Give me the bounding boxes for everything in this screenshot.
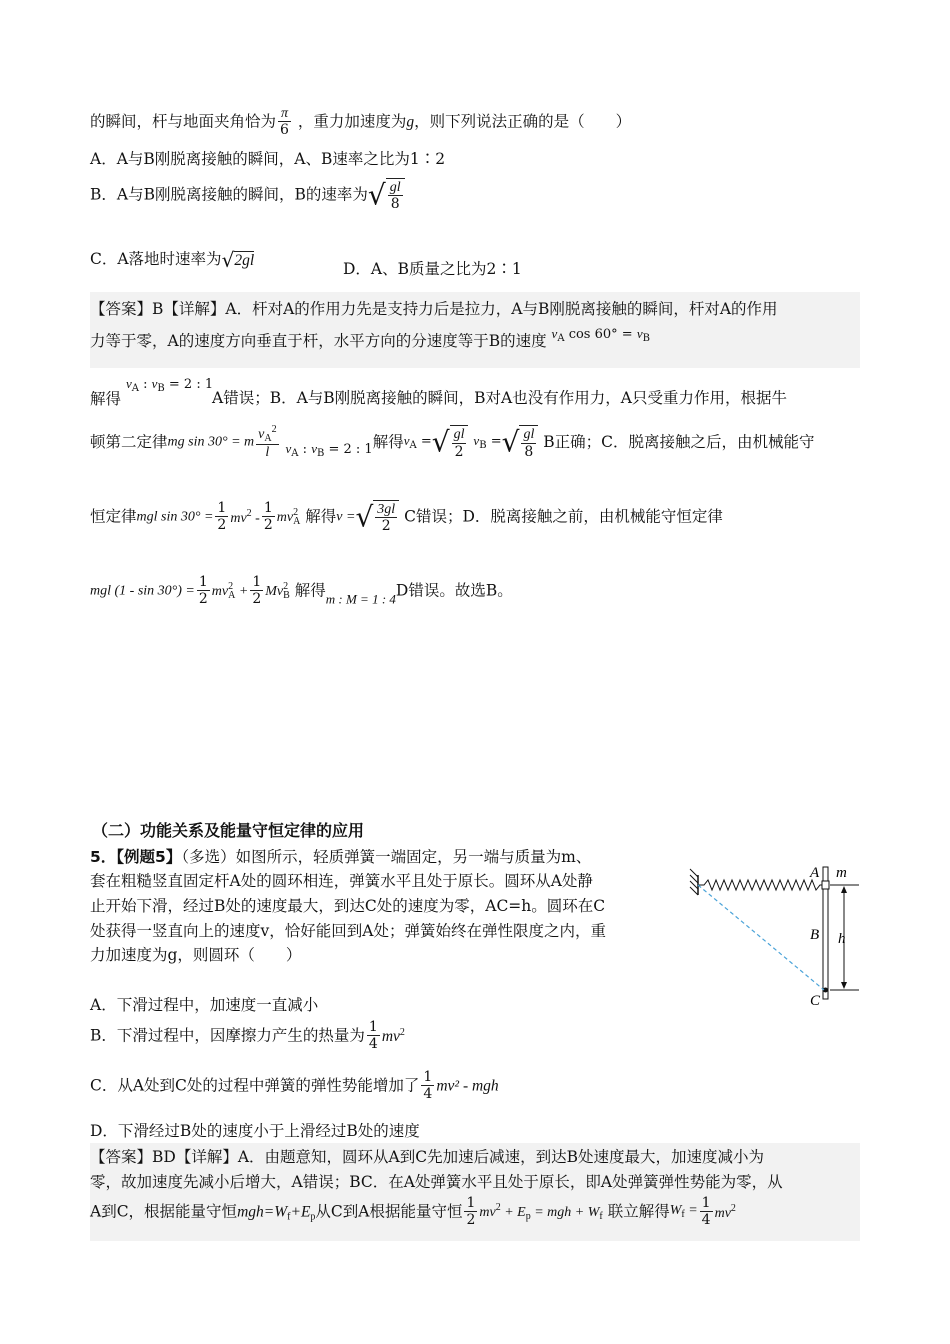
label-a: A <box>810 865 820 881</box>
q5-line-1: 5．【例题5】（多选）如图所示，轻质弹簧一端固定，另一端与质量为m、 <box>90 848 592 866</box>
label-c: C <box>810 993 821 1009</box>
q5-line-4: 处获得一竖直向上的速度v，恰好能回到A处；弹簧始终在弹性限度之内，重 <box>90 922 606 940</box>
ring-at-a <box>822 881 829 889</box>
q4-option-c: C．A落地时速率为√2gl <box>90 248 255 272</box>
q4-option-a: A．A与B刚脱离接触的瞬间，A、B速率之比为1∶2 <box>90 150 446 168</box>
q4-stem-text: 的瞬间，杆与地面夹角恰为 <box>90 112 277 131</box>
label-h: h <box>838 931 846 947</box>
q5-option-d: D．下滑经过B处的速度小于上滑经过B处的速度 <box>90 1122 420 1140</box>
answer-5-line-1: 【答案】BD【详解】A．由题意知，圆环从A到C先加速后减速，到达B处速度最大，加速度减小为 <box>90 1148 764 1166</box>
answer-4-line-5: 恒定律mgl sin 30° = $\frac{1}{2}$ $mv^2$ - $\frac{1}{2}$ $mv^2_A$ 解得v =√ $\frac{3gl}{2}$ C错误；D．脱离接触之前，由机械能守恒定律 <box>90 500 723 535</box>
q5-option-a: A．下滑过程中，加速度一直减小 <box>90 996 319 1014</box>
q5-option-c: C．从A处到C处的过程中弹簧的弹性势能增加了 $\frac{1}{4}$ mv² - mgh <box>90 1069 499 1103</box>
answer-4-line-2-math: vA cos 60° = vB <box>551 326 650 344</box>
q5-line-3: 止开始下滑，经过B处的速度最大，到达C处的速度为零，AC=h。圆环在C <box>90 897 606 915</box>
answer-4-line-3-text: A错误；B．A与B刚脱离接触的瞬间，B对A也没有作用力，A只受重力作用，根据牛 <box>212 389 787 407</box>
answer-5-line-2: 零，故加速度先减小后增大，A错误；BC．在A处弹簧水平且处于原长，即A处弹簧弹性势能为零，从 <box>90 1173 783 1191</box>
label-m: m <box>836 865 847 881</box>
answer-4-line-2: 力等于零，A的速度方向垂直于杆，水平方向的分速度等于B的速度 $^{v_A cos 60^\circ = v_B}$ <box>90 326 650 350</box>
answer-4-line-6: mgl (1 - sin 30°) = $\frac{1}{2}$ $mv^2_A$ + $\frac{1}{2}$ $Mv^2_B$ 解得$_{m : M = 1 : 4}$D错误。故选B。 <box>90 574 513 608</box>
q4-stem: 的瞬间，杆与地面夹角恰为 $\frac{\pi}{6}$ ，重力加速度为g，则下列说法正确的是（ ） <box>90 106 632 139</box>
dashed-spring-line <box>698 885 824 990</box>
q4-option-b: B．A与B刚脱离接触的瞬间，B的速率为√ $\frac{gl}{8}$ <box>90 178 405 212</box>
answer-4-ratio: $v_A$ : $v_B = 2$ : 1 <box>125 376 214 394</box>
q5-line-2: 套在粗糙竖直固定杆A处的圆环相连，弹簧水平且处于原长。圆环从A处静 <box>90 872 593 890</box>
label-b: B <box>810 927 820 943</box>
answer-5-line-3: A到C，根据能量守恒$mgh=W_f+E_p$从C到A根据能量守恒 $\frac{1}{2}$ $mv^2 + E_p$ = mgh + $W_f$ 联立解得$W_f$ = $\frac{1}{4}$ $mv^2$ <box>90 1195 736 1229</box>
q5-line-5: 力加速度为g，则圆环（ ） <box>90 946 302 964</box>
section-heading: （二）功能关系及能量守恒定律的应用 <box>92 821 365 840</box>
q4-option-b-math: √ $\frac{gl}{8}$ <box>368 178 405 212</box>
answer-4-line-3: 解得 $v_A$ : $v_B = 2$ : 1 <box>90 376 214 408</box>
answer-4-line-1: 【答案】B【详解】A．杆对A的作用力先是支持力后是拉力，A与B刚脱离接触的瞬间，杆对A的作用 <box>90 300 778 318</box>
spring-ring-diagram <box>684 855 864 1015</box>
q5-option-b: B．下滑过程中，因摩擦力产生的热量为 $\frac{1}{4}$ $mv^2$ <box>90 1019 405 1053</box>
q4-angle-fraction: $\frac{\pi}{6}$ <box>280 106 289 139</box>
q4-option-d: D．A、B质量之比为2∶1 <box>343 260 522 278</box>
answer-4-line-4: 顿第二定律mg sin 30° = m $\frac{v_A^2}{l}$ $_{v_A : v_B = 2 : 1}$解得$v_A$ =√ $\frac{gl}{2}$ $v_B$ =√ $\frac{gl}{8}$ B正确；C．脱离接触之后，由机械能守 <box>90 424 815 460</box>
spring-icon <box>698 880 824 890</box>
